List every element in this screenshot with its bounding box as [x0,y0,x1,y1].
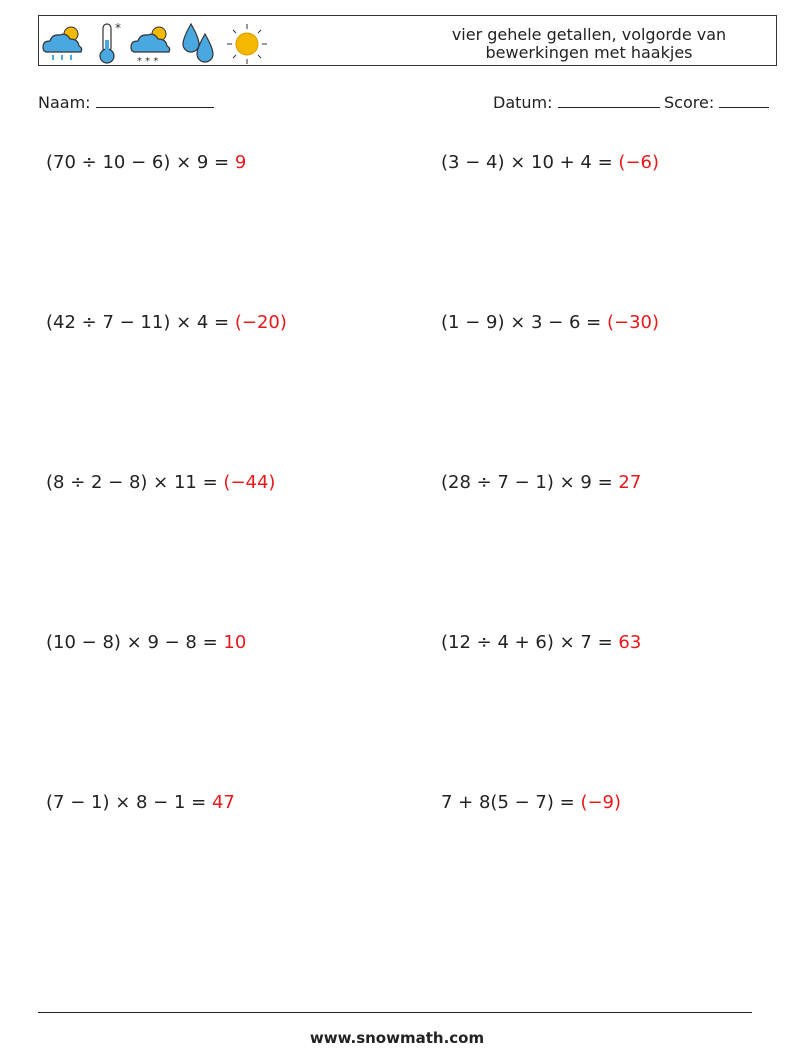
rain-cloud-sun-icon [41,22,87,66]
problem-expression: (7 − 1) × 8 − 1 = [46,792,212,813]
score-field [664,93,769,112]
problem-answer: (−6) [618,152,660,173]
problem-expression: (70 ÷ 10 − 6) × 9 = [46,152,235,173]
problem-5 [46,472,275,493]
problem-expression: (3 − 4) × 10 + 4 = [441,152,619,173]
score-label: Score: [664,93,715,112]
date-field [493,93,660,112]
problem-expression: (8 ÷ 2 − 8) × 11 = [46,472,224,493]
worksheet-title [419,26,759,62]
name-field [38,93,214,112]
problem-answer: 47 [211,792,235,813]
snow-cloud-sun-icon [129,22,175,66]
problem-9 [46,792,235,813]
problem-answer: 9 [234,152,247,173]
sun-icon [225,22,269,66]
name-blank-line[interactable] [96,93,214,108]
name-label: Naam: [38,93,91,112]
problem-expression: (12 ÷ 4 + 6) × 7 = [441,632,619,653]
problem-2 [441,152,659,173]
problem-answer: (−20) [234,312,287,333]
problem-3 [46,312,287,333]
footer-divider [38,1012,752,1013]
date-blank-line[interactable] [558,93,660,108]
water-drops-icon [179,20,219,66]
date-label: Datum: [493,93,553,112]
problem-expression: (10 − 8) × 9 − 8 = [46,632,224,653]
score-blank-line[interactable] [719,93,769,108]
problem-answer: 10 [223,632,247,653]
problem-7 [46,632,246,653]
problem-answer: (−30) [606,312,659,333]
worksheet-header [38,15,777,66]
problem-10 [441,792,621,813]
title-line-1: vier gehele getallen, volgorde van [451,25,727,44]
title-line-2: bewerkingen met haakjes [485,43,693,62]
footer-website[interactable]: www.snowmath.com [309,1029,485,1047]
problem-answer: 27 [618,472,642,493]
problem-expression: 7 + 8(5 − 7) = [441,792,581,813]
problem-answer: (−9) [580,792,622,813]
problem-8 [441,632,641,653]
problem-4 [441,312,659,333]
thermometer-cold-icon [95,20,127,66]
svg-text:* * *: * * * [137,56,159,66]
problem-expression: (1 − 9) × 3 − 6 = [441,312,607,333]
problem-1 [46,152,246,173]
problem-expression: (28 ÷ 7 − 1) × 9 = [441,472,619,493]
problem-6 [441,472,641,493]
problem-answer: 63 [618,632,642,653]
svg-text:*: * [115,21,121,35]
problem-answer: (−44) [223,472,276,493]
problem-expression: (42 ÷ 7 − 11) × 4 = [46,312,235,333]
